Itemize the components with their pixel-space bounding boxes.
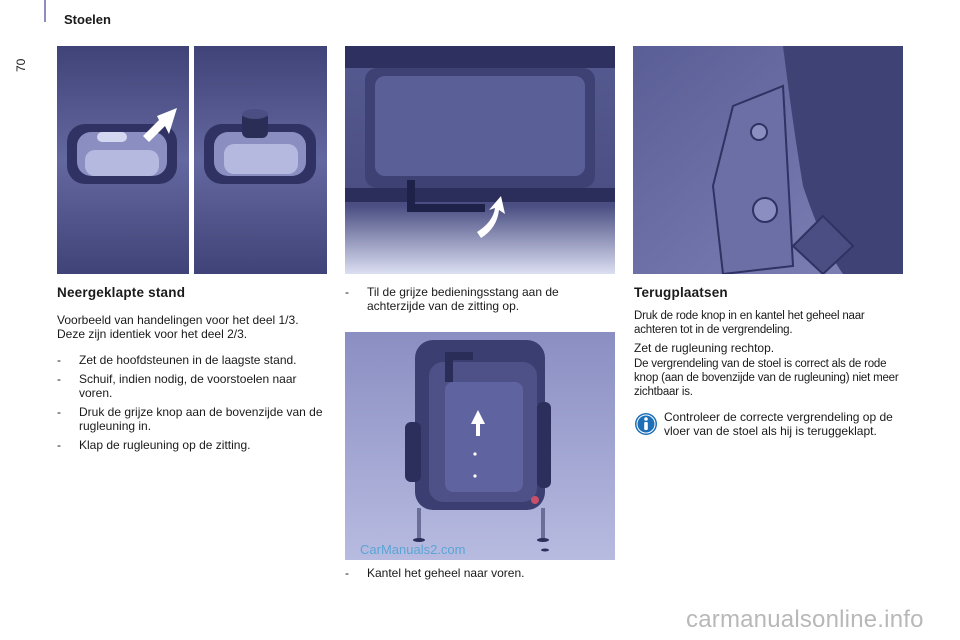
watermark-top: CarManuals2.com <box>360 542 466 557</box>
list-item: - Schuif, indien nodig, de voorstoelen naar voren. <box>57 372 297 400</box>
list-item-text: Klap de rugleuning op de zitting. <box>79 438 251 452</box>
list-item: - Druk de grijze knop aan de bovenzijde van de rugleuning in. <box>57 405 323 433</box>
info-icon <box>634 412 658 436</box>
headrest-button-illustration <box>57 46 189 274</box>
list-item-text: Kantel het geheel naar voren. <box>367 566 525 580</box>
lever-instruction <box>345 285 610 318</box>
watermark-bottom: carmanualsonline.info <box>686 606 924 633</box>
list-item: - Zet de hoofdsteunen in de laagste stand. <box>57 353 297 367</box>
list-item-text: Zet de hoofdsteunen in de laagste stand. <box>79 353 297 367</box>
list-item-text: Schuif, indien nodig, de voorstoelen naar voren. <box>79 372 297 400</box>
page-title: Stoelen <box>64 12 111 27</box>
intro-paragraph: Voorbeeld van handelingen voor het deel 1/3. Deze zijn identiek voor het deel 2/3. <box>57 313 299 341</box>
list-item: - Til de grijze bedieningsstang aan de achterzijde van de zitting op. <box>345 285 559 313</box>
seat-anchor-illustration <box>633 46 903 274</box>
instruction-list <box>57 353 329 457</box>
restore-paragraph-1: Druk de rode knop in en kantel het geheel naar achteren tot in de vergrendeling. <box>634 310 865 336</box>
list-item: - Klap de rugleuning op de zitting. <box>57 438 251 452</box>
headrest-button-pressed-illustration <box>194 46 327 274</box>
seat-tilt-illustration <box>345 332 615 560</box>
restore-paragraph-2: Zet de rugleuning rechtop. <box>634 341 775 355</box>
list-item: - Kantel het geheel naar voren. <box>345 566 525 580</box>
list-item-text: Til de grijze bedieningsstang aan de achterzijde van de zitting op. <box>367 285 559 313</box>
info-note: Controleer de correcte vergrendeling op de vloer van de stoel als hij is teruggeklapt. <box>664 410 893 438</box>
list-item-text: Druk de grijze knop aan de bovenzijde van de rugleuning in. <box>79 405 323 433</box>
section-heading-folded: Neergeklapte stand <box>57 285 186 300</box>
tilt-instruction <box>345 566 610 585</box>
restore-paragraph-3: De vergrendeling van de stoel is correct als de rode knop (aan de bovenzijde van de rugleuning) niet meer zichtbaar is. <box>634 358 899 398</box>
section-heading-restore: Terugplaatsen <box>634 285 728 300</box>
page-side-bar <box>44 0 46 22</box>
page-number: 70 <box>14 58 28 72</box>
seat-lever-illustration <box>345 46 615 274</box>
